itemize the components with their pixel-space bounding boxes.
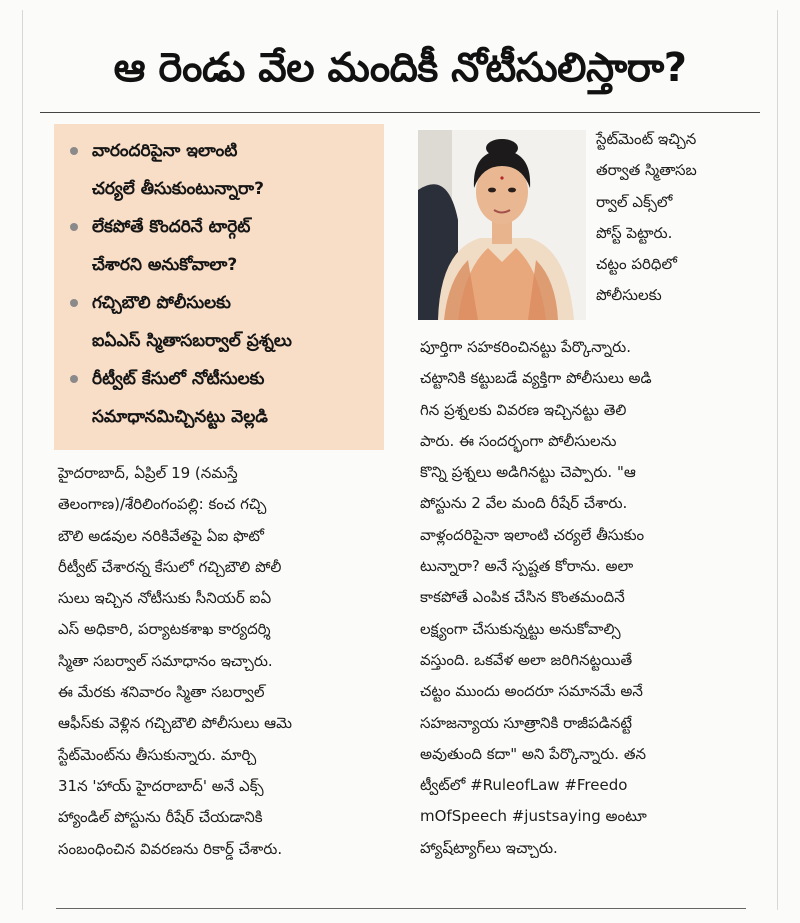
portrait-photo — [418, 130, 586, 320]
highlights-list — [64, 132, 376, 436]
bullet-dot-icon — [70, 299, 78, 307]
bullet-dot-icon — [70, 223, 78, 231]
body-text-right-top: స్టేట్‌మెంట్ ఇచ్చిన తర్వాత స్మితాసబ ర్వాల్ ఎక్స్‌లో పోస్ట్ పెట్టారు. చట్టం పరిధిలో పోలీసులకు — [596, 130, 697, 305]
body-text-right: పూర్తిగా సహకరించినట్టు పేర్కొన్నారు. చట్టానికి కట్టుబడే వ్యక్తిగా పోలీసులు అడి గిన ప్రశ్నలకు వివరణ ఇచ్చినట్టు తెలి పారు. ఈ సందర్భంగా పోలీసులను కొన్ని ప్రశ్నలు అడిగినట్టు చెప్పారు. "ఆ పోస్టును 2 వేల మంది రీషేర్ చేశారు. వాళ్లందరిపైనా ఇలాంటి చర్యలే తీసుకుం టున్నారా? అనే స్పష్టత కోరాను. అలా కాకపోతే ఎంపిక చేసిన కొంతమందినే లక్ష్యంగా చేసుకున్నట్టు అనుకోవాల్సి వస్తుంది. ఒకవేళ అలా జరిగినట్టయితే చట్టం ముందు అందరూ సమానమే అనే సహజన్యాయ సూత్రానికి రాజీపడినట్టే అవుతుంది కదా" అని పేర్కొన్నారు. తన ట్వీట్‌లో #RuleofLaw #Freedo mOfSpeech #justsaying అంటూ హ్యాష్‌ట్యాగ్‌లు ఇచ్చారు. — [420, 338, 652, 857]
portrait-illustration — [418, 130, 586, 320]
headline: ఆ రెండు వేల మందికీ నోటీసులిస్తారా? — [113, 45, 687, 91]
highlights-box — [54, 124, 384, 450]
headline-rule — [40, 112, 760, 113]
highlight-text: గచ్చిబౌలి పోలీసులకు ఐఏఎస్ స్మితాసబర్వాల్ ప్రశ్నలు — [92, 293, 292, 351]
highlight-text: లేకపోతే కొందరినే టార్గెట్ చేశారని అనుకోవాలా? — [92, 217, 251, 275]
highlight-text: రీట్వీట్ కేసులో నోటీసులకు సమాధానమిచ్చినట్టు వెల్లడి — [92, 369, 268, 427]
body-text-left: హైదరాబాద్, ఏప్రిల్ 19 (నమస్తే తెలంగాణ)/శేరిలింగంపల్లి: కంచ గచ్చి బౌలి అడవుల నరికివేతపై ఏఐ ఫొటో రీట్వీట్ చేశారన్న కేసులో గచ్చిబౌలి పోలీ సులు ఇచ్చిన నోటీసుకు సీనియర్ ఐఏ ఎస్ అధికారి, పర్యాటకశాఖ కార్యదర్శి స్మితా సబర్వాల్ సమాధానం ఇచ్చారు. ఈ మేరకు శనివారం స్మితా సబర్వాల్ ఆఫీస్‌కు వెళ్లిన గచ్చిబౌలి పోలీసులు ఆమె స్టేట్‌మెంట్‌ను తీసుకున్నారు. మార్చి 31న 'హాయ్ హైదరాబాద్' అనే ఎక్స్ హ్యాండిల్ పోస్టును రీషేర్ చేయడానికి సంబంధించిన వివరణను రికార్డ్ చేశారు. — [58, 464, 292, 858]
bullet-dot-icon — [70, 375, 78, 383]
bullet-dot-icon — [70, 147, 78, 155]
highlight-item — [64, 208, 376, 284]
highlight-item — [64, 132, 376, 208]
highlight-item — [64, 360, 376, 436]
bottom-rule — [56, 908, 746, 909]
highlight-item — [64, 284, 376, 360]
highlight-text: వారందరిపైనా ఇలాంటి చర్యలే తీసుకుంటున్నారా? — [92, 141, 264, 199]
